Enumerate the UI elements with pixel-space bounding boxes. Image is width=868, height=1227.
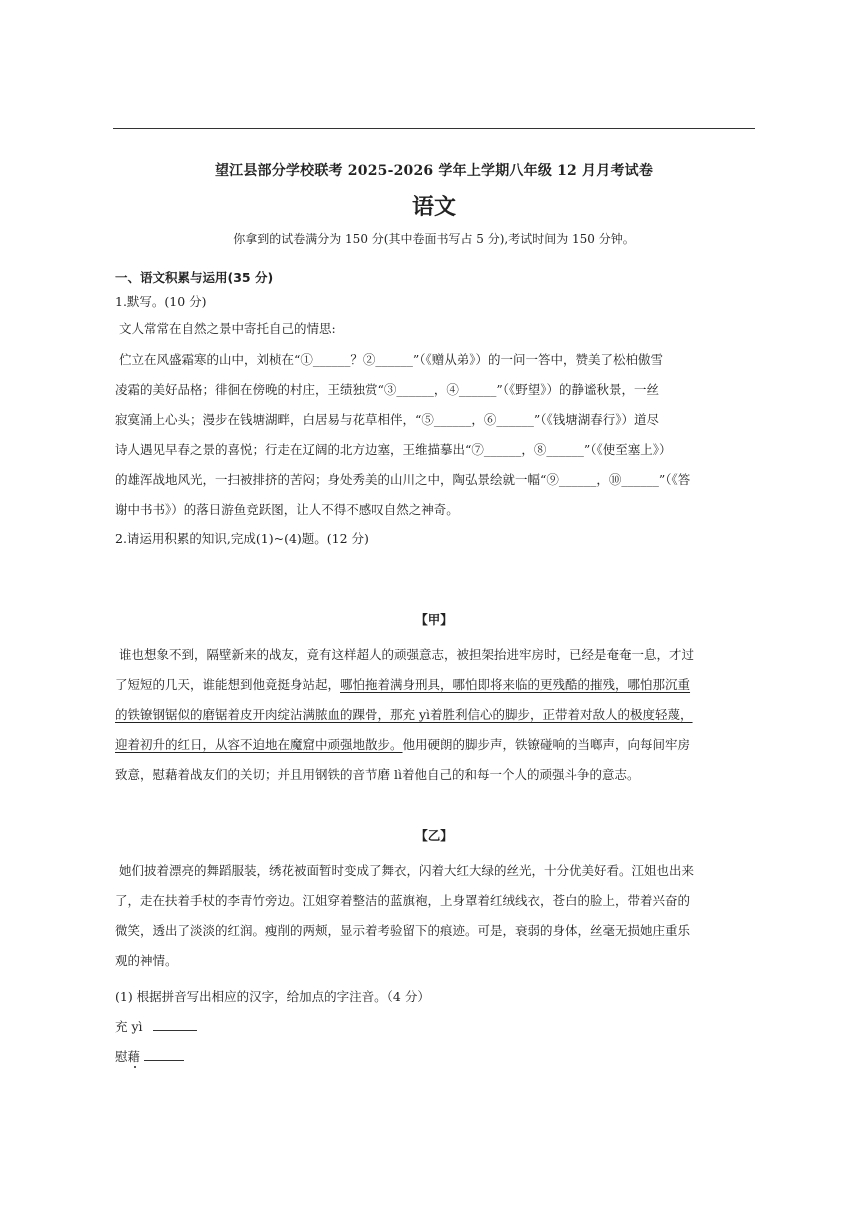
section-heading: 一、语文积累与运用(35 分) [115,270,274,285]
answer-prompt: 充 yì [115,1019,143,1034]
question-2-title: 2.请运用积累的知识,完成(1)~(4)题。(12 分) [115,531,369,546]
exam-note: 你拿到的试卷满分为 150 分(其中卷面书写占 5 分),考试时间为 150 分钟。 [233,232,635,246]
answer-blank[interactable] [153,1018,197,1031]
question-1-title: 1.默写。(10 分) [115,294,207,309]
passage-line [115,700,760,730]
header-rule [113,128,755,129]
passage-jia [115,640,760,790]
sub-question-1 [115,982,760,1072]
passage-text: 他用硬朗的脚步声，铁镣碰响的当啷声，向每间牢房 [402,737,691,752]
question-1-line: 的雄浑战地风光，一扫被排挤的苦闷；身处秀美的山川之中，陶弘景绘就一幅“⑨______，⑩______”（《答 [115,472,691,487]
passage-jia-marker: 【甲】 [415,612,453,627]
dotted-character: 藉 [127,1049,141,1064]
question-1-line: 谢中书书》）的落日游鱼竞跃图，让人不得不感叹自然之神奇。 [115,502,459,517]
section-1 [115,266,760,551]
passage-line: 观的神情。 [115,953,178,968]
passage-yi [115,856,760,976]
subject-title: 语文 [411,195,456,220]
answer-item-2 [115,1042,760,1072]
underlined-text: 迎着初升的红日，从容不迫地在魔窟中顽强地散步。 [115,737,403,752]
question-1-line: 凌霜的美好品格；徘徊在傍晚的村庄，王绩独赏“③______，④______”（《野望》）的静谧秋景，一丝 [115,382,660,397]
passage-text: 了短短的几天，谁能想到他竟挺身站起， [115,677,341,692]
sub-question-title: (1) 根据拼音写出相应的汉字，给加点的字注音。（4 分） [115,989,430,1004]
passage-yi-marker: 【乙】 [415,828,453,843]
underlined-text: 哪怕拖着满身刑具，哪怕即将来临的更残酷的摧残，哪怕那沉重 [340,677,691,692]
answer-item-1 [115,1012,760,1042]
exam-title: 望江县部分学校联考 2025-2026 学年上学期八年级 12 月月考试卷 [214,163,654,179]
passage-line: 谁也想象不到，隔壁新来的战友，竟有这样超人的顽强意志，被担架抬进牢房时，已经是奄奄一息，才过 [119,647,695,662]
question-1-line: 伫立在风盛霜寒的山中，刘桢在“①______？②______”（《赠从弟》）的一问一答中，赞美了松柏傲雪 [119,352,664,367]
passage-line: 了，走在扶着手杖的李青竹旁边。江姐穿着整洁的蓝旗袍，上身罩着红绒线衣，苍白的脸上，带着兴奋的 [115,893,691,908]
passage-line [115,730,760,760]
passage-line [115,670,760,700]
question-1-line: 诗人遇见早春之景的喜悦；行走在辽阔的北方边塞，王维描摹出“⑦______，⑧______”（《使至塞上》） [115,442,672,457]
answer-prompt: 慰 [115,1049,128,1064]
passage-line: 微笑，透出了淡淡的红润。瘦削的两颊，显示着考验留下的痕迹。可是，衰弱的身体，丝毫无损她庄重乐 [115,923,691,938]
question-1-line: 寂寞涌上心头；漫步在钱塘湖畔，白居易与花草相伴，“⑤______，⑥______”（《钱塘湖春行》）道尽 [115,412,660,427]
question-1-intro: 文人常常在自然之景中寄托自己的情思: [119,321,336,336]
question-1-body [115,345,760,525]
answer-blank[interactable] [144,1048,184,1061]
passage-line: 致意，慰藉着战友们的关切；并且用钢铁的音节磨 lì着他自己的和每一个人的顽强斗争的意志。 [115,767,640,782]
underlined-text: 的铁镣钢锯似的磨锯着皮开肉绽沾满脓血的踝骨，那充 yì着胜利信心的脚步，正带着对敌人的极度轻蔑， [115,707,693,722]
passage-line: 她们披着漂亮的舞蹈服装，绣花被面暂时变成了舞衣，闪着大红大绿的丝光，十分优美好看。江姐也出来 [119,863,695,878]
